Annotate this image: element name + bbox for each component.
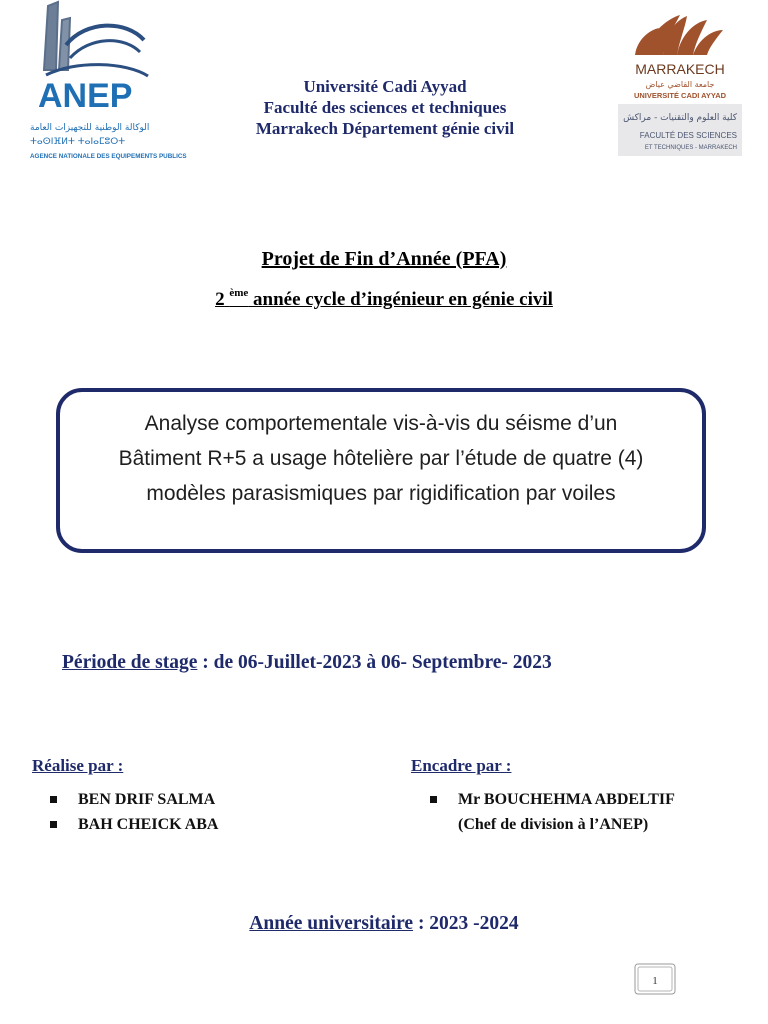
- project-title: Projet de Fin d’Année (PFA): [261, 248, 507, 270]
- realise-label: Réalise par :: [32, 756, 124, 775]
- list-item: [50, 812, 218, 837]
- student-name: BEN DRIF SALMA: [78, 791, 216, 808]
- student-name: BAH CHEICK ABA: [78, 816, 219, 833]
- list-item: [50, 787, 218, 812]
- svg-text:AGENCE NATIONALE DES EQUIPEMEN: AGENCE NATIONALE DES EQUIPEMENTS PUBLICS: [30, 153, 187, 160]
- svg-text:ET TECHNIQUES - MARRAKECH: ET TECHNIQUES - MARRAKECH: [644, 145, 737, 151]
- supervisor-name: Mr BOUCHEHMA ABDELTIF: [458, 791, 675, 808]
- svg-text:ⵜⴰⵙⵏⴼⵍⵜ ⵜⴰⵏⴰⵎⵓⵔⵜ: ⵜⴰⵙⵏⴼⵍⵜ ⵜⴰⵏⴰⵎⵓⵔⵜ: [30, 137, 126, 147]
- supervisor-role: (Chef de division à l’ANEP): [458, 816, 649, 833]
- anep-logo: [26, 0, 187, 165]
- page-number-ornament: [634, 963, 676, 995]
- fst-marrakech-logo: [615, 10, 745, 160]
- subject-text: [60, 406, 702, 511]
- subject-line: Analyse comportementale vis-à-vis du séisme d’un: [144, 412, 618, 435]
- bullet-icon: [50, 821, 57, 828]
- internship-period: [62, 652, 702, 674]
- svg-text:كلية العلوم والتقنيات - مراكش: كلية العلوم والتقنيات - مراكش: [623, 113, 737, 123]
- svg-text:ANEP: ANEP: [38, 77, 133, 115]
- university-name: Université Cadi Ayyad: [303, 77, 467, 96]
- cycle-subtitle: [0, 287, 768, 311]
- svg-text:MARRAKECH: MARRAKECH: [635, 61, 725, 77]
- academic-year-value: : 2023 -2024: [413, 913, 519, 934]
- svg-text:الوكالة الوطنية للتجهيزات العا: الوكالة الوطنية للتجهيزات العامة: [30, 123, 150, 133]
- cycle-text: année cycle d’ingénieur en génie civil: [248, 289, 553, 310]
- encadre-label: Encadre par :: [411, 756, 512, 775]
- academic-year-label: Année universitaire: [249, 913, 414, 934]
- department-name: Marrakech Département génie civil: [255, 119, 515, 138]
- period-value: : de 06-Juillet-2023 à 06- Septembre- 2023: [197, 652, 552, 673]
- page-number: 1: [652, 975, 658, 987]
- university-header: [190, 76, 580, 139]
- bullet-icon: [430, 796, 437, 803]
- period-label: Période de stage: [62, 652, 198, 673]
- faculty-name: Faculté des sciences et techniques: [263, 98, 507, 117]
- svg-text:جامعة القاضي عياض: جامعة القاضي عياض: [645, 80, 715, 89]
- svg-text:UNIVERSITÉ CADI AYYAD: UNIVERSITÉ CADI AYYAD: [633, 91, 727, 100]
- bullet-icon: [50, 796, 57, 803]
- cycle-superscript: ème: [229, 287, 249, 299]
- subject-line: modèles parasismiques par rigidification par voiles: [146, 482, 616, 505]
- students-list: [50, 787, 218, 837]
- cycle-number: 2: [215, 289, 225, 310]
- supervisor-list: [430, 787, 675, 837]
- subject-line: Bâtiment R+5 a usage hôtelière par l’étude de quatre (4): [118, 447, 644, 470]
- academic-year: [0, 913, 768, 935]
- list-item: [430, 787, 675, 812]
- subject-box: [56, 388, 706, 553]
- svg-text:FACULTÉ DES SCIENCES: FACULTÉ DES SCIENCES: [639, 131, 737, 140]
